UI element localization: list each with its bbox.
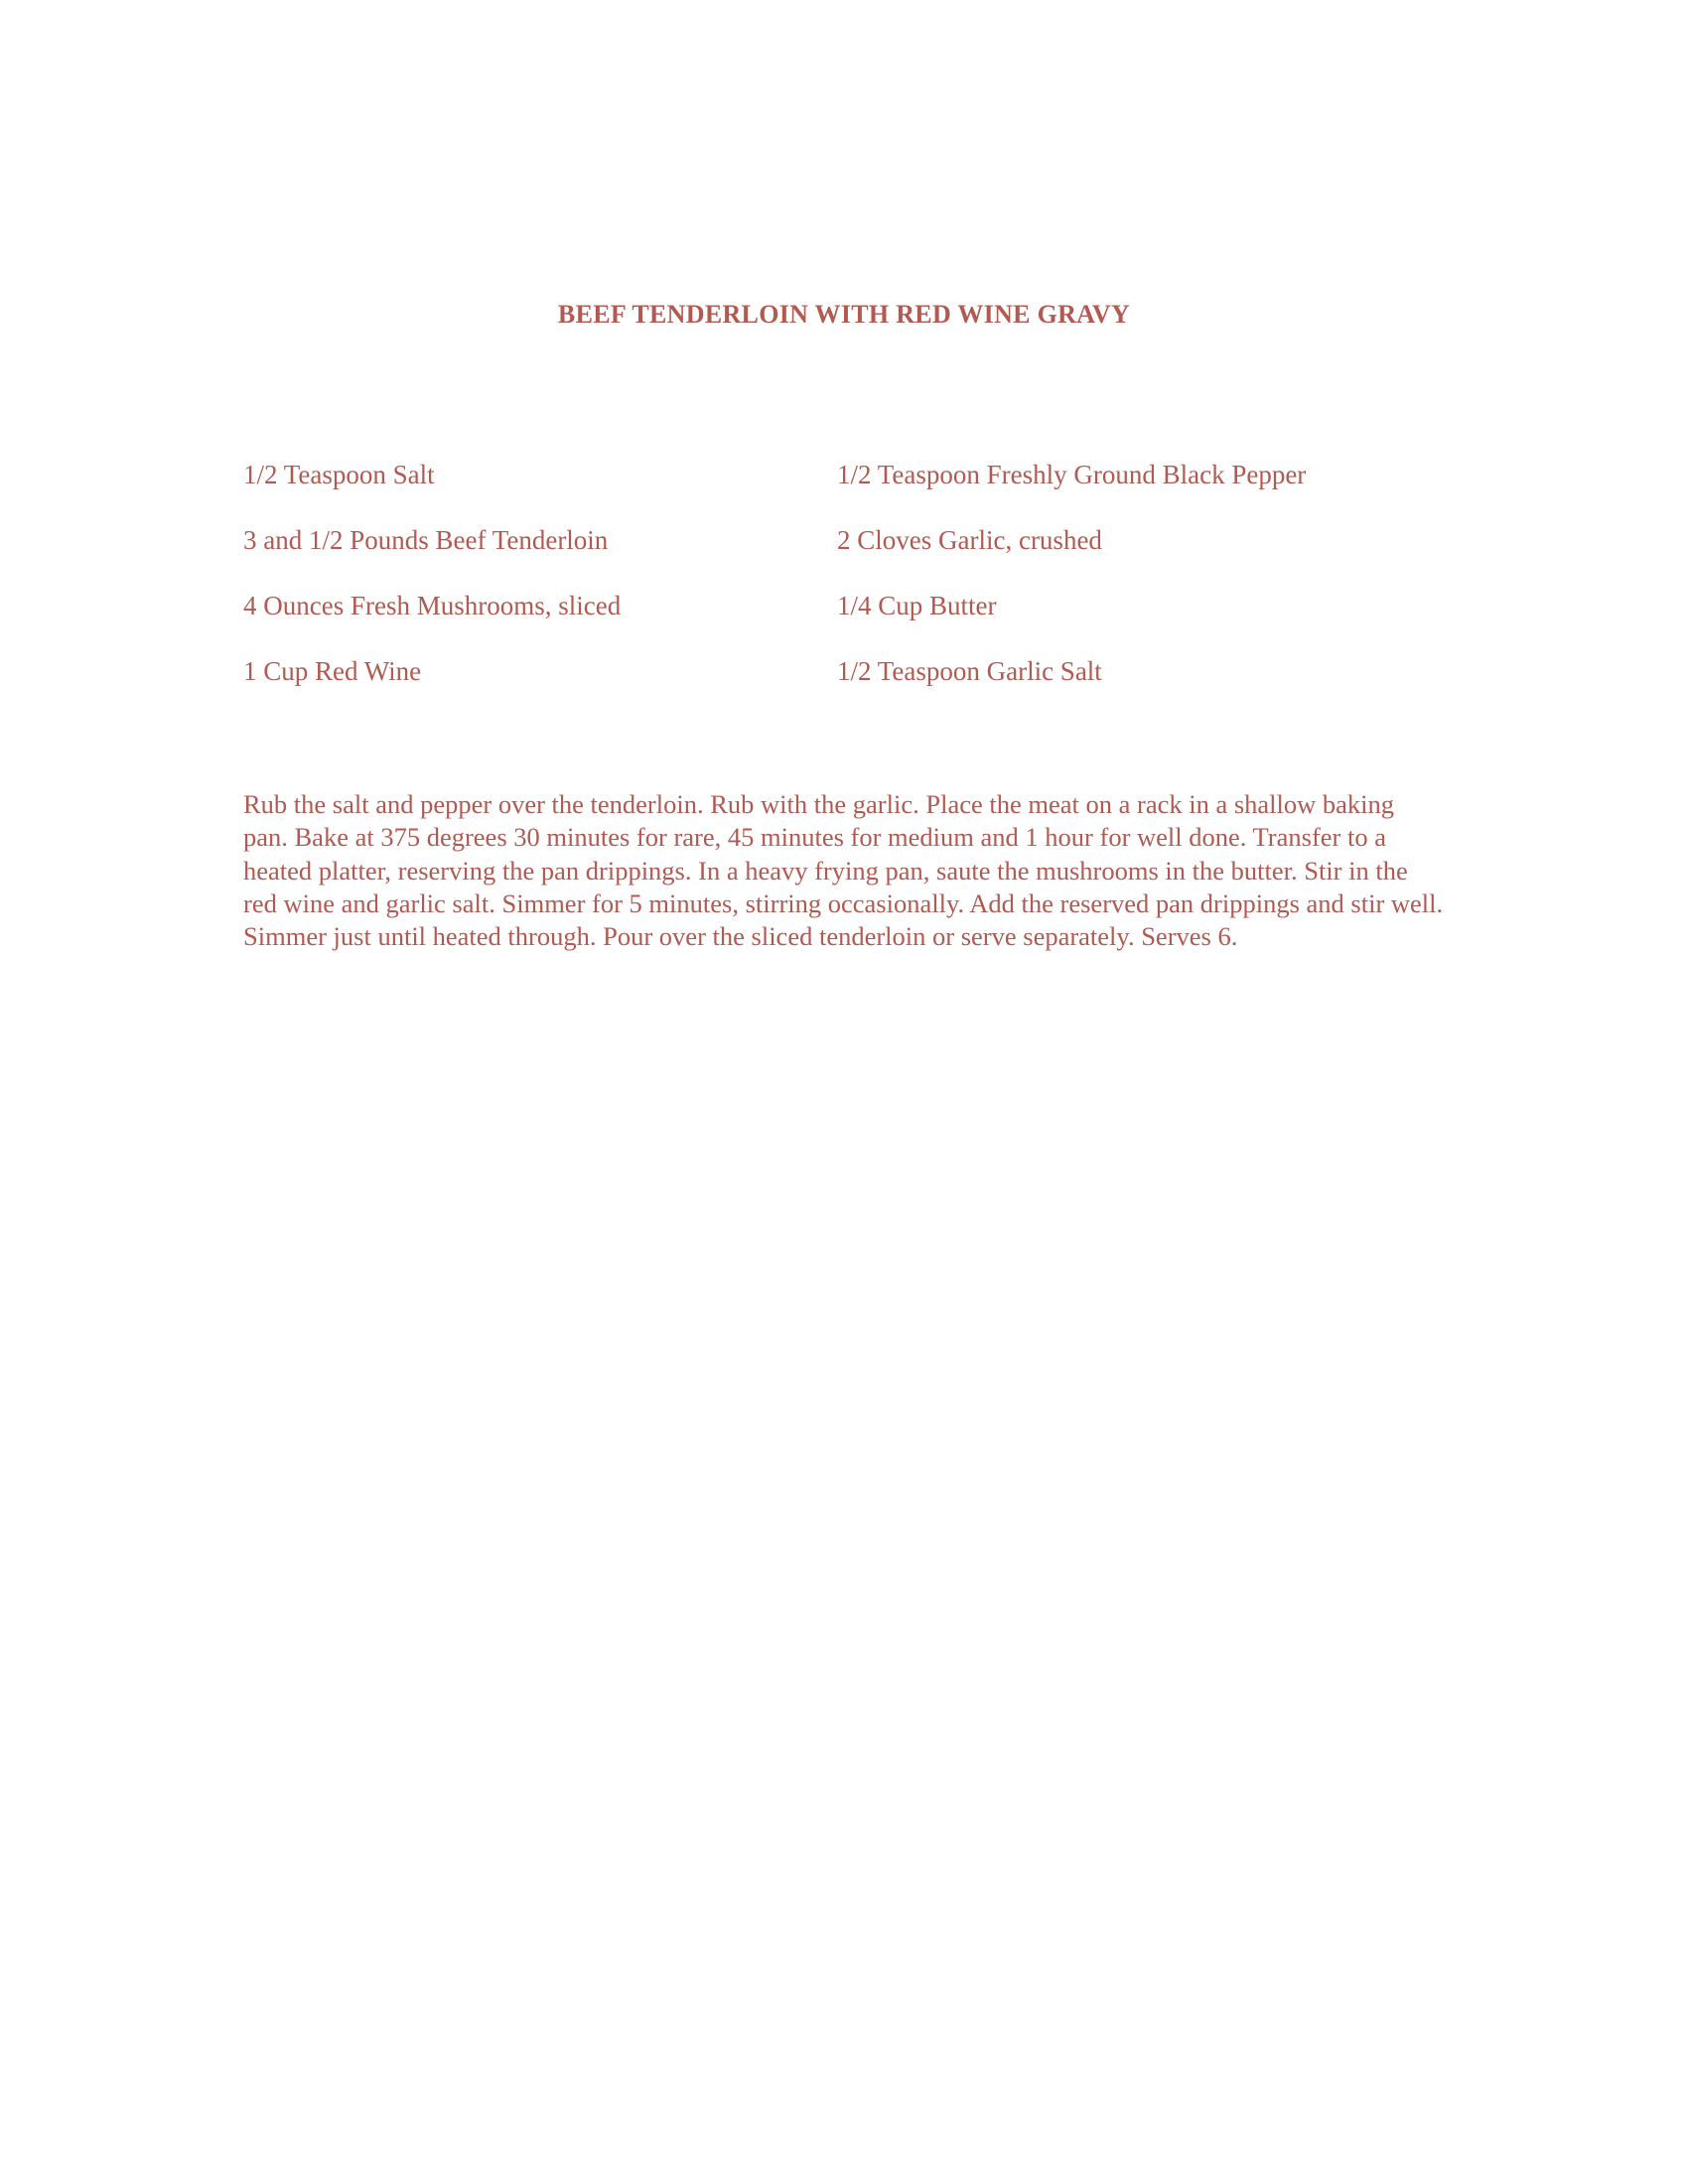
ingredient-item: 3 and 1/2 Pounds Beef Tenderloin [243,525,609,555]
ingredient-item: 1/2 Teaspoon Freshly Ground Black Pepper [837,460,1307,489]
ingredient-item: 1/2 Teaspoon Garlic Salt [837,656,1102,686]
ingredient-item: 2 Cloves Garlic, crushed [837,525,1102,555]
ingredient-item: 4 Ounces Fresh Mushrooms, sliced [243,591,622,620]
ingredient-list [243,459,1455,687]
ingredient-item: 1/2 Teaspoon Salt [243,460,435,489]
recipe-directions: Rub the salt and pepper over the tenderloin. Rub with the garlic. Place the meat on a rack in a shallow baking pan. Bake at 375 degrees 30 minutes for rare, 45 minutes for medium and 1 hour for well done. Transfer to a heated platter, reserving the pan drippings. In a heavy frying pan, saute the mushrooms in the butter. Stir in the red wine and garlic salt. Simmer for 5 minutes, stirring occasionally. Add the reserved pan drippings and stir well. Simmer just until heated through. Pour over the sliced tenderloin or serve separately. Serves 6. [243,789,1444,952]
ingredient-item: 1 Cup Red Wine [243,656,422,686]
recipe-title: BEEF TENDERLOIN WITH RED WINE GRAVY [557,300,1131,329]
ingredient-item: 1/4 Cup Butter [837,591,997,620]
